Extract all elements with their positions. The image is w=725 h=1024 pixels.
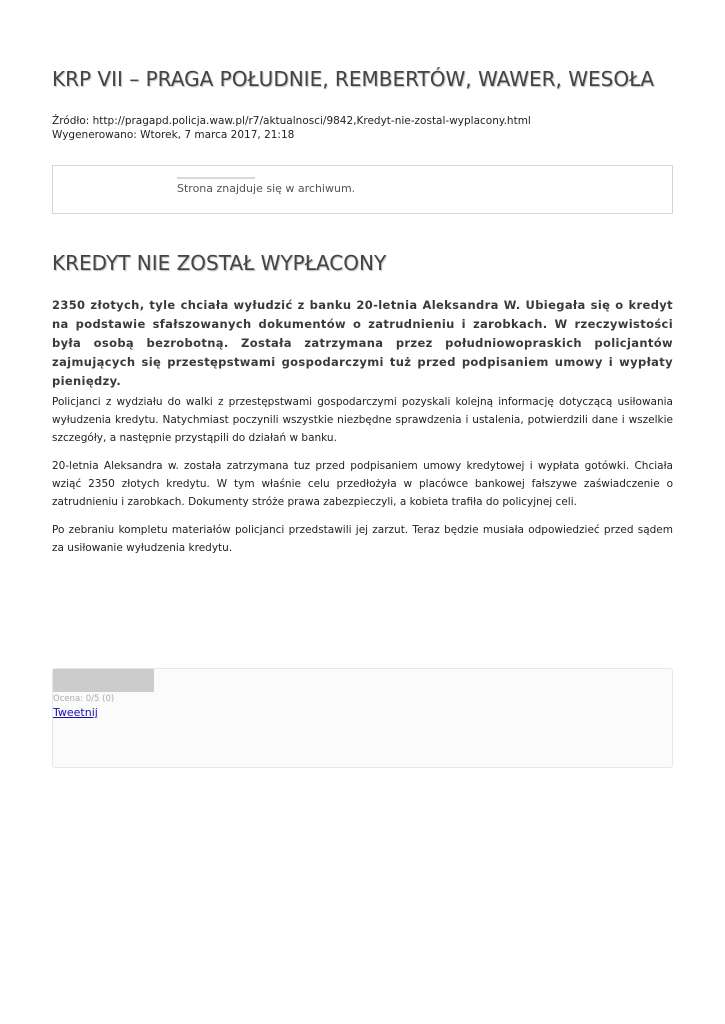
- generated-line: Wygenerowano: Wtorek, 7 marca 2017, 21:18: [52, 129, 295, 141]
- site-title: KRP VII – PRAGA POŁUDNIE, REMBERTÓW, WAWER, WESOŁA: [52, 67, 655, 91]
- article-paragraph: 20-letnia Aleksandra w. została zatrzymana tuz przed podpisaniem umowy kredytowej i wypłata gotówki. Chciała wziąć 2350 złotych kredytu. W tym właśnie celu przedłożyła w placówce bankowej fałszywe zaświadczenie o zatrudnieniu i zarobkach. Dokumenty stróże prawa zabezpieczyli, a kobieta trafiła do policyjnej celi.: [52, 460, 673, 508]
- tweet-link[interactable]: Tweetnij: [53, 706, 98, 719]
- rating-stars-bar[interactable]: [53, 669, 154, 692]
- archive-notice-text: Strona znajduje się w archiwum.: [177, 182, 356, 195]
- archive-divider: [177, 177, 255, 179]
- article-title: KREDYT NIE ZOSTAŁ WYPŁACONY: [52, 251, 387, 275]
- article-paragraph: Policjanci z wydziału do walki z przestępstwami gospodarczymi pozyskali kolejną informację dotyczącą usiłowania wyłudzenia kredytu. Natychmiast poczynili wszystkie niezbędne sprawdzenia i ustalenia, potwierdzili dane i wszelkie szczegóły, a następnie przystąpili do działań w banku.: [52, 396, 673, 444]
- article-lead: 2350 złotych, tyle chciała wyłudzić z banku 20-letnia Aleksandra W. Ubiegała się o kredyt na podstawie sfałszowanych dokumentów o zatrudnieniu i zarobkach. W rzeczywistości była osobą bezrobotną. Została zatrzymana przez południowopraskich policjantów zajmujących się przestępstwami gospodarczymi tuż przed podpisaniem umowy i wypłaty pieniędzy.: [52, 298, 673, 388]
- rating-text: Ocena: 0/5 (0): [53, 694, 115, 704]
- article-body: [52, 393, 673, 567]
- archive-notice-box: [52, 165, 673, 214]
- source-line: Źródło: http://pragapd.policja.waw.pl/r7/aktualnosci/9842,Kredyt-nie-zostal-wyplacony.html: [52, 115, 531, 127]
- rating-box: [52, 668, 673, 768]
- document-meta: [52, 114, 531, 142]
- article-paragraph: Po zebraniu kompletu materiałów policjanci przedstawili jej zarzut. Teraz będzie musiała odpowiedzieć przed sądem za usiłowanie wyłudzenia kredytu.: [52, 524, 673, 554]
